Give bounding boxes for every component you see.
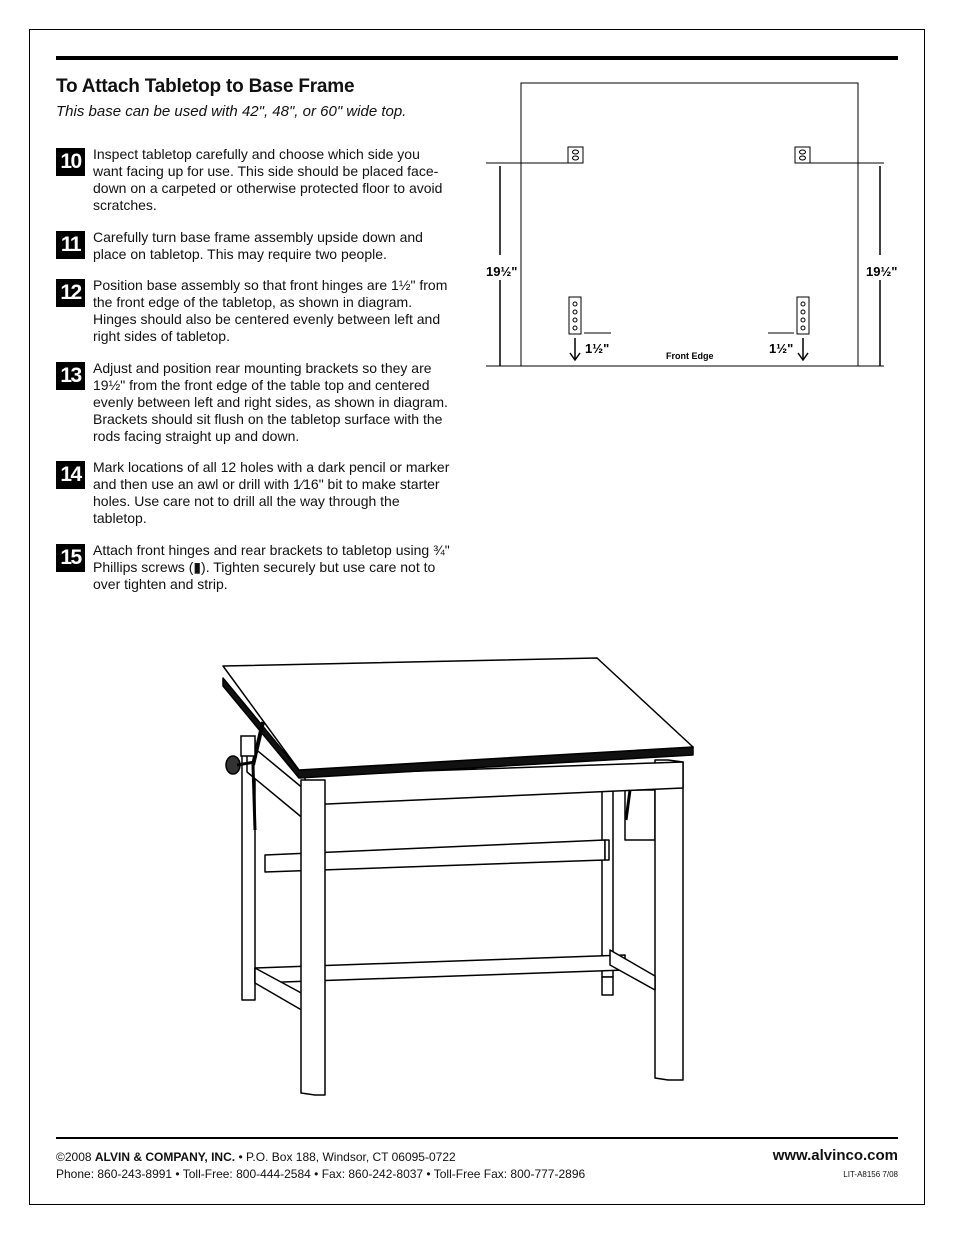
front-edge-label: Front Edge bbox=[666, 351, 714, 361]
website-link[interactable]: www.alvinco.com bbox=[772, 1147, 898, 1164]
rear-bracket-right bbox=[795, 147, 810, 163]
top-divider bbox=[56, 56, 898, 60]
step-text: Attach front hinges and rear brackets to tabletop using ¾" Phillips screws (▮). Tighten securely but use care not to over tighten and strip. bbox=[93, 542, 450, 592]
company-name: ALVIN & COMPANY, INC. bbox=[94, 1150, 236, 1164]
company-address: • P.O. Box 188, Windsor, CT 06095-0722 bbox=[235, 1150, 456, 1164]
document-code: LIT-A8156 7/08 bbox=[843, 1170, 898, 1179]
page-title: To Attach Tabletop to Base Frame bbox=[56, 76, 355, 97]
rear-bracket-left bbox=[568, 147, 583, 163]
front-hinge-left bbox=[569, 297, 581, 334]
step-number: 11 bbox=[56, 231, 85, 259]
step-number: 13 bbox=[56, 362, 85, 390]
footer-contact-line: Phone: 860-243-8991 • Toll-Free: 800-444-2584 • Fax: 860-242-8037 • Toll-Free Fax: 800-777-2896 bbox=[56, 1167, 586, 1181]
step-number: 12 bbox=[56, 279, 85, 307]
footer-company-line bbox=[56, 1150, 456, 1164]
step-text: Mark locations of all 12 holes with a dark pencil or marker and then use an awl or drill with 1⁄16" bit to make starter holes. Use care not to drill all the way through the tabletop. bbox=[93, 459, 450, 526]
step-text: Adjust and position rear mounting brackets so they are 19½" from the front edge of the table top and centered evenly between left and right sides, as shown in diagram. Brackets should sit flush on the tabletop surface with the rods facing straight up and down. bbox=[93, 360, 448, 444]
page-subtitle: This base can be used with 42", 48", or 60" wide top. bbox=[56, 103, 407, 120]
right-offset-label: 1½" bbox=[769, 341, 794, 356]
step-text: Carefully turn base frame assembly upside down and place on tabletop. This may require two people. bbox=[93, 229, 423, 262]
drafting-table-illustration bbox=[215, 650, 705, 1100]
placement-diagram bbox=[484, 80, 904, 380]
step-number: 15 bbox=[56, 544, 85, 572]
right-height-label: 19½" bbox=[866, 264, 898, 279]
left-height-label: 19½" bbox=[486, 264, 518, 279]
bottom-divider bbox=[56, 1137, 898, 1139]
step-text: Inspect tabletop carefully and choose which side you want facing up for use. This side should be placed face-down on a carpeted or otherwise protected floor to avoid scratches. bbox=[93, 146, 443, 213]
step-text: Position base assembly so that front hinges are 1½" from the front edge of the tabletop, as shown in diagram. Hinges should also be centered evenly between left and right sides of tabletop. bbox=[93, 277, 448, 344]
copyright-text: ©2008 bbox=[56, 1150, 95, 1164]
front-hinge-right bbox=[797, 297, 809, 334]
step-number: 14 bbox=[56, 461, 85, 489]
step-number: 10 bbox=[56, 148, 85, 176]
left-offset-label: 1½" bbox=[585, 341, 610, 356]
